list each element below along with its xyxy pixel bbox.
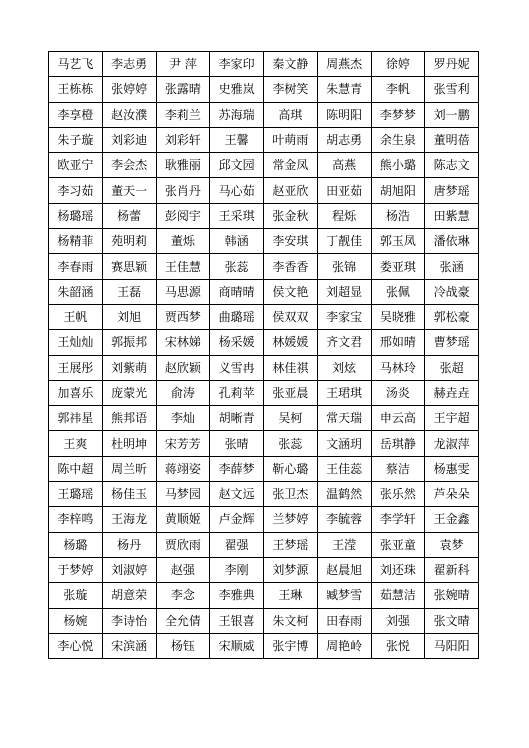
name-cell: 贾西梦 bbox=[156, 304, 210, 329]
name-cell: 赫垚垚 bbox=[425, 380, 479, 405]
name-cell: 申云高 bbox=[371, 406, 425, 431]
name-cell: 李毓蓉 bbox=[317, 507, 371, 532]
name-cell: 徐婷 bbox=[371, 52, 425, 77]
name-cell: 翟强 bbox=[210, 532, 264, 557]
name-cell: 马心茹 bbox=[210, 178, 264, 203]
name-cell: 汤炎 bbox=[371, 380, 425, 405]
name-cell: 张露晴 bbox=[156, 77, 210, 102]
name-cell: 马艺飞 bbox=[49, 52, 103, 77]
name-cell: 董明蓓 bbox=[425, 127, 479, 152]
name-cell: 兰梦婷 bbox=[264, 507, 318, 532]
name-cell: 耿雅丽 bbox=[156, 153, 210, 178]
name-cell: 王滢 bbox=[317, 532, 371, 557]
name-cell: 熊小璐 bbox=[371, 153, 425, 178]
name-cell: 商晴晴 bbox=[210, 279, 264, 304]
name-cell: 熊邦语 bbox=[102, 406, 156, 431]
name-cell: 赵强 bbox=[156, 557, 210, 582]
name-cell: 孔莉苹 bbox=[210, 380, 264, 405]
name-cell: 潘依琳 bbox=[425, 229, 479, 254]
name-cell: 张雪利 bbox=[425, 77, 479, 102]
name-cell: 马梦园 bbox=[156, 482, 210, 507]
table-row bbox=[49, 557, 479, 582]
name-cell: 李会杰 bbox=[102, 153, 156, 178]
table-row bbox=[49, 532, 479, 557]
name-cell: 宋顺威 bbox=[210, 633, 264, 658]
name-cell: 蔡洁 bbox=[371, 456, 425, 481]
name-cell: 赵欣颖 bbox=[156, 355, 210, 380]
name-cell: 温鹤然 bbox=[317, 482, 371, 507]
name-roster-body bbox=[49, 52, 479, 659]
name-cell: 董天一 bbox=[102, 178, 156, 203]
name-cell: 杨钰 bbox=[156, 633, 210, 658]
table-row bbox=[49, 304, 479, 329]
name-cell: 刘一鹏 bbox=[425, 102, 479, 127]
name-cell: 刘彩轩 bbox=[156, 127, 210, 152]
table-row bbox=[49, 52, 479, 77]
name-cell: 杨丹 bbox=[102, 532, 156, 557]
name-cell: 苏海瑞 bbox=[210, 102, 264, 127]
table-row bbox=[49, 583, 479, 608]
name-cell: 杜明坤 bbox=[102, 431, 156, 456]
table-row bbox=[49, 153, 479, 178]
name-cell: 李薛梦 bbox=[210, 456, 264, 481]
name-cell: 张乐然 bbox=[371, 482, 425, 507]
name-cell: 欧亚宁 bbox=[49, 153, 103, 178]
name-cell: 郭振邦 bbox=[102, 330, 156, 355]
name-cell: 丁靓佳 bbox=[317, 229, 371, 254]
name-cell: 岳琪静 bbox=[371, 431, 425, 456]
table-row bbox=[49, 279, 479, 304]
name-cell: 王海龙 bbox=[102, 507, 156, 532]
name-cell: 陈明阳 bbox=[317, 102, 371, 127]
name-cell: 周艳岭 bbox=[317, 633, 371, 658]
name-cell: 常金凤 bbox=[264, 153, 318, 178]
name-cell: 刘旭 bbox=[102, 304, 156, 329]
name-cell: 侯文艳 bbox=[264, 279, 318, 304]
name-cell: 史雅岚 bbox=[210, 77, 264, 102]
name-cell: 高燕 bbox=[317, 153, 371, 178]
name-cell: 杨璐 bbox=[49, 532, 103, 557]
name-cell: 尹 萍 bbox=[156, 52, 210, 77]
name-cell: 赵汝濮 bbox=[102, 102, 156, 127]
name-cell: 赛思颖 bbox=[102, 254, 156, 279]
name-cell: 余生泉 bbox=[371, 127, 425, 152]
name-cell: 王磊 bbox=[102, 279, 156, 304]
name-cell: 唐梦瑶 bbox=[425, 178, 479, 203]
name-cell: 刘还珠 bbox=[371, 557, 425, 582]
name-cell: 胡旭阳 bbox=[371, 178, 425, 203]
name-cell: 杨精菲 bbox=[49, 229, 103, 254]
name-cell: 龙淑萍 bbox=[425, 431, 479, 456]
name-cell: 王佳蕊 bbox=[317, 456, 371, 481]
name-cell: 张晴 bbox=[210, 431, 264, 456]
name-cell: 苑明莉 bbox=[102, 229, 156, 254]
name-cell: 田春雨 bbox=[317, 608, 371, 633]
name-cell: 杨浩 bbox=[371, 203, 425, 228]
name-cell: 张蕊 bbox=[210, 254, 264, 279]
name-cell: 李雅典 bbox=[210, 583, 264, 608]
name-cell: 王璐瑶 bbox=[49, 482, 103, 507]
name-cell: 李刚 bbox=[210, 557, 264, 582]
name-cell: 张蕊 bbox=[264, 431, 318, 456]
name-cell: 杨婉 bbox=[49, 608, 103, 633]
name-cell: 杨惠雯 bbox=[425, 456, 479, 481]
name-cell: 王宇超 bbox=[425, 406, 479, 431]
name-cell: 王梦瑶 bbox=[264, 532, 318, 557]
name-cell: 张悦 bbox=[371, 633, 425, 658]
name-cell: 张佩 bbox=[371, 279, 425, 304]
name-cell: 刘紫萌 bbox=[102, 355, 156, 380]
name-cell: 张超 bbox=[425, 355, 479, 380]
table-row bbox=[49, 456, 479, 481]
name-cell: 杨佳玉 bbox=[102, 482, 156, 507]
name-cell: 林佳祺 bbox=[264, 355, 318, 380]
name-cell: 侯双双 bbox=[264, 304, 318, 329]
name-cell: 李志勇 bbox=[102, 52, 156, 77]
name-cell: 林媛媛 bbox=[264, 330, 318, 355]
table-row bbox=[49, 380, 479, 405]
name-cell: 袁梦 bbox=[425, 532, 479, 557]
name-cell: 胡晰青 bbox=[210, 406, 264, 431]
table-row bbox=[49, 482, 479, 507]
name-cell: 王展彤 bbox=[49, 355, 103, 380]
name-cell: 马阳阳 bbox=[425, 633, 479, 658]
name-cell: 张肖丹 bbox=[156, 178, 210, 203]
table-row bbox=[49, 608, 479, 633]
name-cell: 朱慧青 bbox=[317, 77, 371, 102]
name-cell: 俞涛 bbox=[156, 380, 210, 405]
name-cell: 张亚晨 bbox=[264, 380, 318, 405]
name-cell: 李香香 bbox=[264, 254, 318, 279]
name-cell: 卢金辉 bbox=[210, 507, 264, 532]
name-cell: 李灿 bbox=[156, 406, 210, 431]
name-cell: 李诗怡 bbox=[102, 608, 156, 633]
name-cell: 张涵 bbox=[425, 254, 479, 279]
name-cell: 秦文静 bbox=[264, 52, 318, 77]
name-cell: 叶萌雨 bbox=[264, 127, 318, 152]
name-cell: 李莉兰 bbox=[156, 102, 210, 127]
name-cell: 王琳 bbox=[264, 583, 318, 608]
name-cell: 王佳慧 bbox=[156, 254, 210, 279]
name-cell: 曹梦瑶 bbox=[425, 330, 479, 355]
table-row bbox=[49, 178, 479, 203]
name-cell: 李习茹 bbox=[49, 178, 103, 203]
name-cell: 张文晴 bbox=[425, 608, 479, 633]
name-cell: 全允倩 bbox=[156, 608, 210, 633]
table-row bbox=[49, 406, 479, 431]
name-cell: 加喜乐 bbox=[49, 380, 103, 405]
name-cell: 赵文远 bbox=[210, 482, 264, 507]
name-cell: 吴柯 bbox=[264, 406, 318, 431]
name-cell: 臧梦雪 bbox=[317, 583, 371, 608]
table-row bbox=[49, 102, 479, 127]
table-row bbox=[49, 77, 479, 102]
name-roster-table bbox=[48, 51, 479, 659]
name-cell: 高琪 bbox=[264, 102, 318, 127]
name-cell: 曲璐瑶 bbox=[210, 304, 264, 329]
name-cell: 王银喜 bbox=[210, 608, 264, 633]
name-cell: 娄亚琪 bbox=[371, 254, 425, 279]
table-row bbox=[49, 203, 479, 228]
name-cell: 刘超显 bbox=[317, 279, 371, 304]
name-cell: 刘梦源 bbox=[264, 557, 318, 582]
name-cell: 王爽 bbox=[49, 431, 103, 456]
name-cell: 张婷婷 bbox=[102, 77, 156, 102]
name-cell: 贾欣雨 bbox=[156, 532, 210, 557]
name-cell: 刘彩迪 bbox=[102, 127, 156, 152]
name-cell: 李家印 bbox=[210, 52, 264, 77]
name-cell: 靳心璐 bbox=[264, 456, 318, 481]
name-cell: 李念 bbox=[156, 583, 210, 608]
name-cell: 王采琪 bbox=[210, 203, 264, 228]
name-cell: 王帆 bbox=[49, 304, 103, 329]
name-cell: 王馨 bbox=[210, 127, 264, 152]
name-cell: 李梦梦 bbox=[371, 102, 425, 127]
name-cell: 文涵玥 bbox=[317, 431, 371, 456]
name-cell: 杨蕾 bbox=[102, 203, 156, 228]
name-cell: 赵晨旭 bbox=[317, 557, 371, 582]
name-cell: 张婉晴 bbox=[425, 583, 479, 608]
name-cell: 邱文园 bbox=[210, 153, 264, 178]
name-cell: 李树笑 bbox=[264, 77, 318, 102]
name-cell: 田亚茹 bbox=[317, 178, 371, 203]
name-cell: 宋芳芳 bbox=[156, 431, 210, 456]
name-cell: 马林玲 bbox=[371, 355, 425, 380]
name-cell: 马思源 bbox=[156, 279, 210, 304]
name-cell: 芦朵朵 bbox=[425, 482, 479, 507]
table-row bbox=[49, 431, 479, 456]
name-cell: 茹慧洁 bbox=[371, 583, 425, 608]
table-row bbox=[49, 633, 479, 658]
table-row bbox=[49, 355, 479, 380]
name-cell: 张宇博 bbox=[264, 633, 318, 658]
name-cell: 李安琪 bbox=[264, 229, 318, 254]
table-row bbox=[49, 507, 479, 532]
name-cell: 黄顺姬 bbox=[156, 507, 210, 532]
name-cell: 翟新科 bbox=[425, 557, 479, 582]
name-cell: 王金鑫 bbox=[425, 507, 479, 532]
name-cell: 杨璐瑶 bbox=[49, 203, 103, 228]
name-cell: 李梓鸣 bbox=[49, 507, 103, 532]
table-row bbox=[49, 330, 479, 355]
name-cell: 庞蒙光 bbox=[102, 380, 156, 405]
name-cell: 彭阅宇 bbox=[156, 203, 210, 228]
table-row bbox=[49, 254, 479, 279]
name-cell: 李家宝 bbox=[317, 304, 371, 329]
name-cell: 李心悦 bbox=[49, 633, 103, 658]
table-row bbox=[49, 229, 479, 254]
name-cell: 义雪冉 bbox=[210, 355, 264, 380]
name-cell: 王栋栋 bbox=[49, 77, 103, 102]
name-cell: 韩涵 bbox=[210, 229, 264, 254]
name-cell: 张亚童 bbox=[371, 532, 425, 557]
name-cell: 胡志勇 bbox=[317, 127, 371, 152]
name-cell: 胡意荣 bbox=[102, 583, 156, 608]
name-cell: 李享橙 bbox=[49, 102, 103, 127]
name-cell: 赵亚欣 bbox=[264, 178, 318, 203]
name-cell: 吴晓雅 bbox=[371, 304, 425, 329]
name-cell: 蒋翊姿 bbox=[156, 456, 210, 481]
name-cell: 王灿灿 bbox=[49, 330, 103, 355]
name-cell: 刘炫 bbox=[317, 355, 371, 380]
name-cell: 朱子璇 bbox=[49, 127, 103, 152]
table-row bbox=[49, 127, 479, 152]
name-cell: 张金秋 bbox=[264, 203, 318, 228]
name-cell: 冷战豪 bbox=[425, 279, 479, 304]
name-cell: 李学轩 bbox=[371, 507, 425, 532]
name-cell: 李帆 bbox=[371, 77, 425, 102]
name-cell: 朱文柯 bbox=[264, 608, 318, 633]
name-cell: 田紫慧 bbox=[425, 203, 479, 228]
name-cell: 张璇 bbox=[49, 583, 103, 608]
name-cell: 朱韶涵 bbox=[49, 279, 103, 304]
name-cell: 郭祎星 bbox=[49, 406, 103, 431]
name-cell: 程烁 bbox=[317, 203, 371, 228]
name-cell: 刘强 bbox=[371, 608, 425, 633]
name-cell: 李春雨 bbox=[49, 254, 103, 279]
name-cell: 周燕杰 bbox=[317, 52, 371, 77]
name-cell: 周兰昕 bbox=[102, 456, 156, 481]
name-cell: 陈志文 bbox=[425, 153, 479, 178]
name-cell: 罗丹妮 bbox=[425, 52, 479, 77]
name-cell: 邢如晴 bbox=[371, 330, 425, 355]
name-cell: 刘淑婷 bbox=[102, 557, 156, 582]
name-cell: 王珺琪 bbox=[317, 380, 371, 405]
name-cell: 宋滨涵 bbox=[102, 633, 156, 658]
name-cell: 齐文君 bbox=[317, 330, 371, 355]
name-cell: 常天瑞 bbox=[317, 406, 371, 431]
name-cell: 于梦婷 bbox=[49, 557, 103, 582]
name-cell: 宋林娣 bbox=[156, 330, 210, 355]
name-cell: 陈中超 bbox=[49, 456, 103, 481]
name-cell: 郭玉凤 bbox=[371, 229, 425, 254]
name-cell: 董烁 bbox=[156, 229, 210, 254]
name-cell: 张卫杰 bbox=[264, 482, 318, 507]
name-cell: 张锦 bbox=[317, 254, 371, 279]
name-cell: 郭松豪 bbox=[425, 304, 479, 329]
name-cell: 杨采媛 bbox=[210, 330, 264, 355]
